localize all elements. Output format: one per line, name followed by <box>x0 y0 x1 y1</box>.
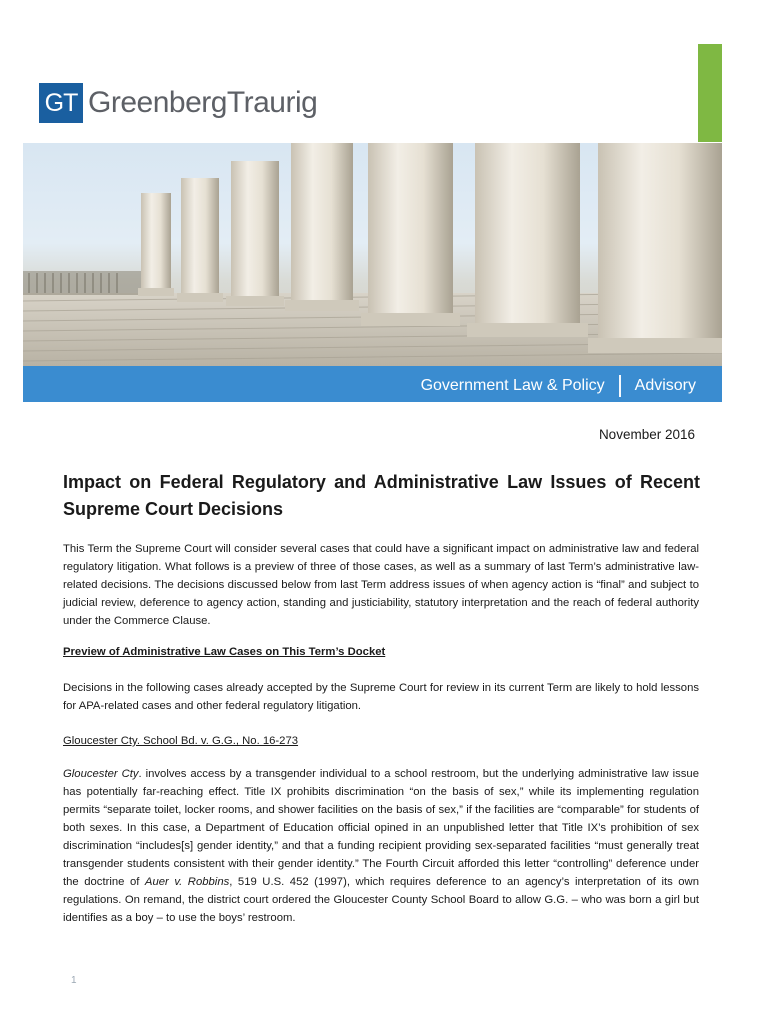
document-title: Impact on Federal Regulatory and Administrative Law Issues of Recent Supreme Court Decisions <box>63 472 700 519</box>
section-heading: Preview of Administrative Law Cases on This Term’s Docket <box>63 646 386 658</box>
section-paragraph: Decisions in the following cases already accepted by the Supreme Court for review in its current Term are likely to hold lessons for APA-related cases and other federal regulatory litigation. <box>63 682 699 712</box>
publication-date: November 2016 <box>598 427 695 442</box>
practice-banner <box>23 366 722 402</box>
banner-divider <box>619 375 621 397</box>
page-number: 1 <box>71 975 77 986</box>
hero-image-columns <box>23 143 722 366</box>
logo-mark: GT <box>39 83 83 123</box>
accent-tab <box>698 44 722 142</box>
cited-case-italic: Auer v. Robbins <box>144 876 230 888</box>
case-heading: Gloucester Cty. School Bd. v. G.G., No. 16-273 <box>63 735 299 747</box>
case-text-part2: , 519 U.S. 452 (1997), which requires deference to an agency’s interpretation of its own regulations. On remand, the district court ordered the Gloucester County School Board to allow G.G. – who was born a girl but identifies as a boy – to use the boys’ restroom. <box>63 876 699 924</box>
firm-logo <box>39 83 317 123</box>
logo-wordmark: GreenbergTraurig <box>88 86 318 119</box>
case-text-part1: . involves access by a transgender individual to a school restroom, but the underlying administrative law issue has potentially far-reaching effect. Title IX prohibits discrimination “on the basis of sex,” while its implementing regulation permits “separate toilet, locker rooms, and shower facilities on the basis of sex,” if the facilities are “comparable” for students of both sexes. In this case, a Department of Education official opined in an unpublished letter that Title IX’s prohibition of sex discrimination “includes[s] gender identity,” and that a funding recipient providing sex-separated facilities “must generally treat transgender students consistent with their gender identity.” The Fourth Circuit afforded this letter “controlling” deference under the doctrine of <box>63 768 699 888</box>
practice-label: Government Law & Policy <box>420 377 605 394</box>
case-name-italic: Gloucester Cty <box>63 768 139 780</box>
publication-type: Advisory <box>634 377 696 394</box>
intro-paragraph: This Term the Supreme Court will consider several cases that could have a significant impact on administrative law and federal regulatory litigation. What follows is a preview of three of those cases, as well as a summary of last Term’s administrative law-related decisions. The decisions discussed below from last Term address issues of when agency action is “final” and subject to judicial review, deference to agency action, standing and justiciability, statutory interpretation and the reach of federal authority under the Commerce Clause. <box>63 543 699 627</box>
case-paragraph <box>63 765 699 927</box>
